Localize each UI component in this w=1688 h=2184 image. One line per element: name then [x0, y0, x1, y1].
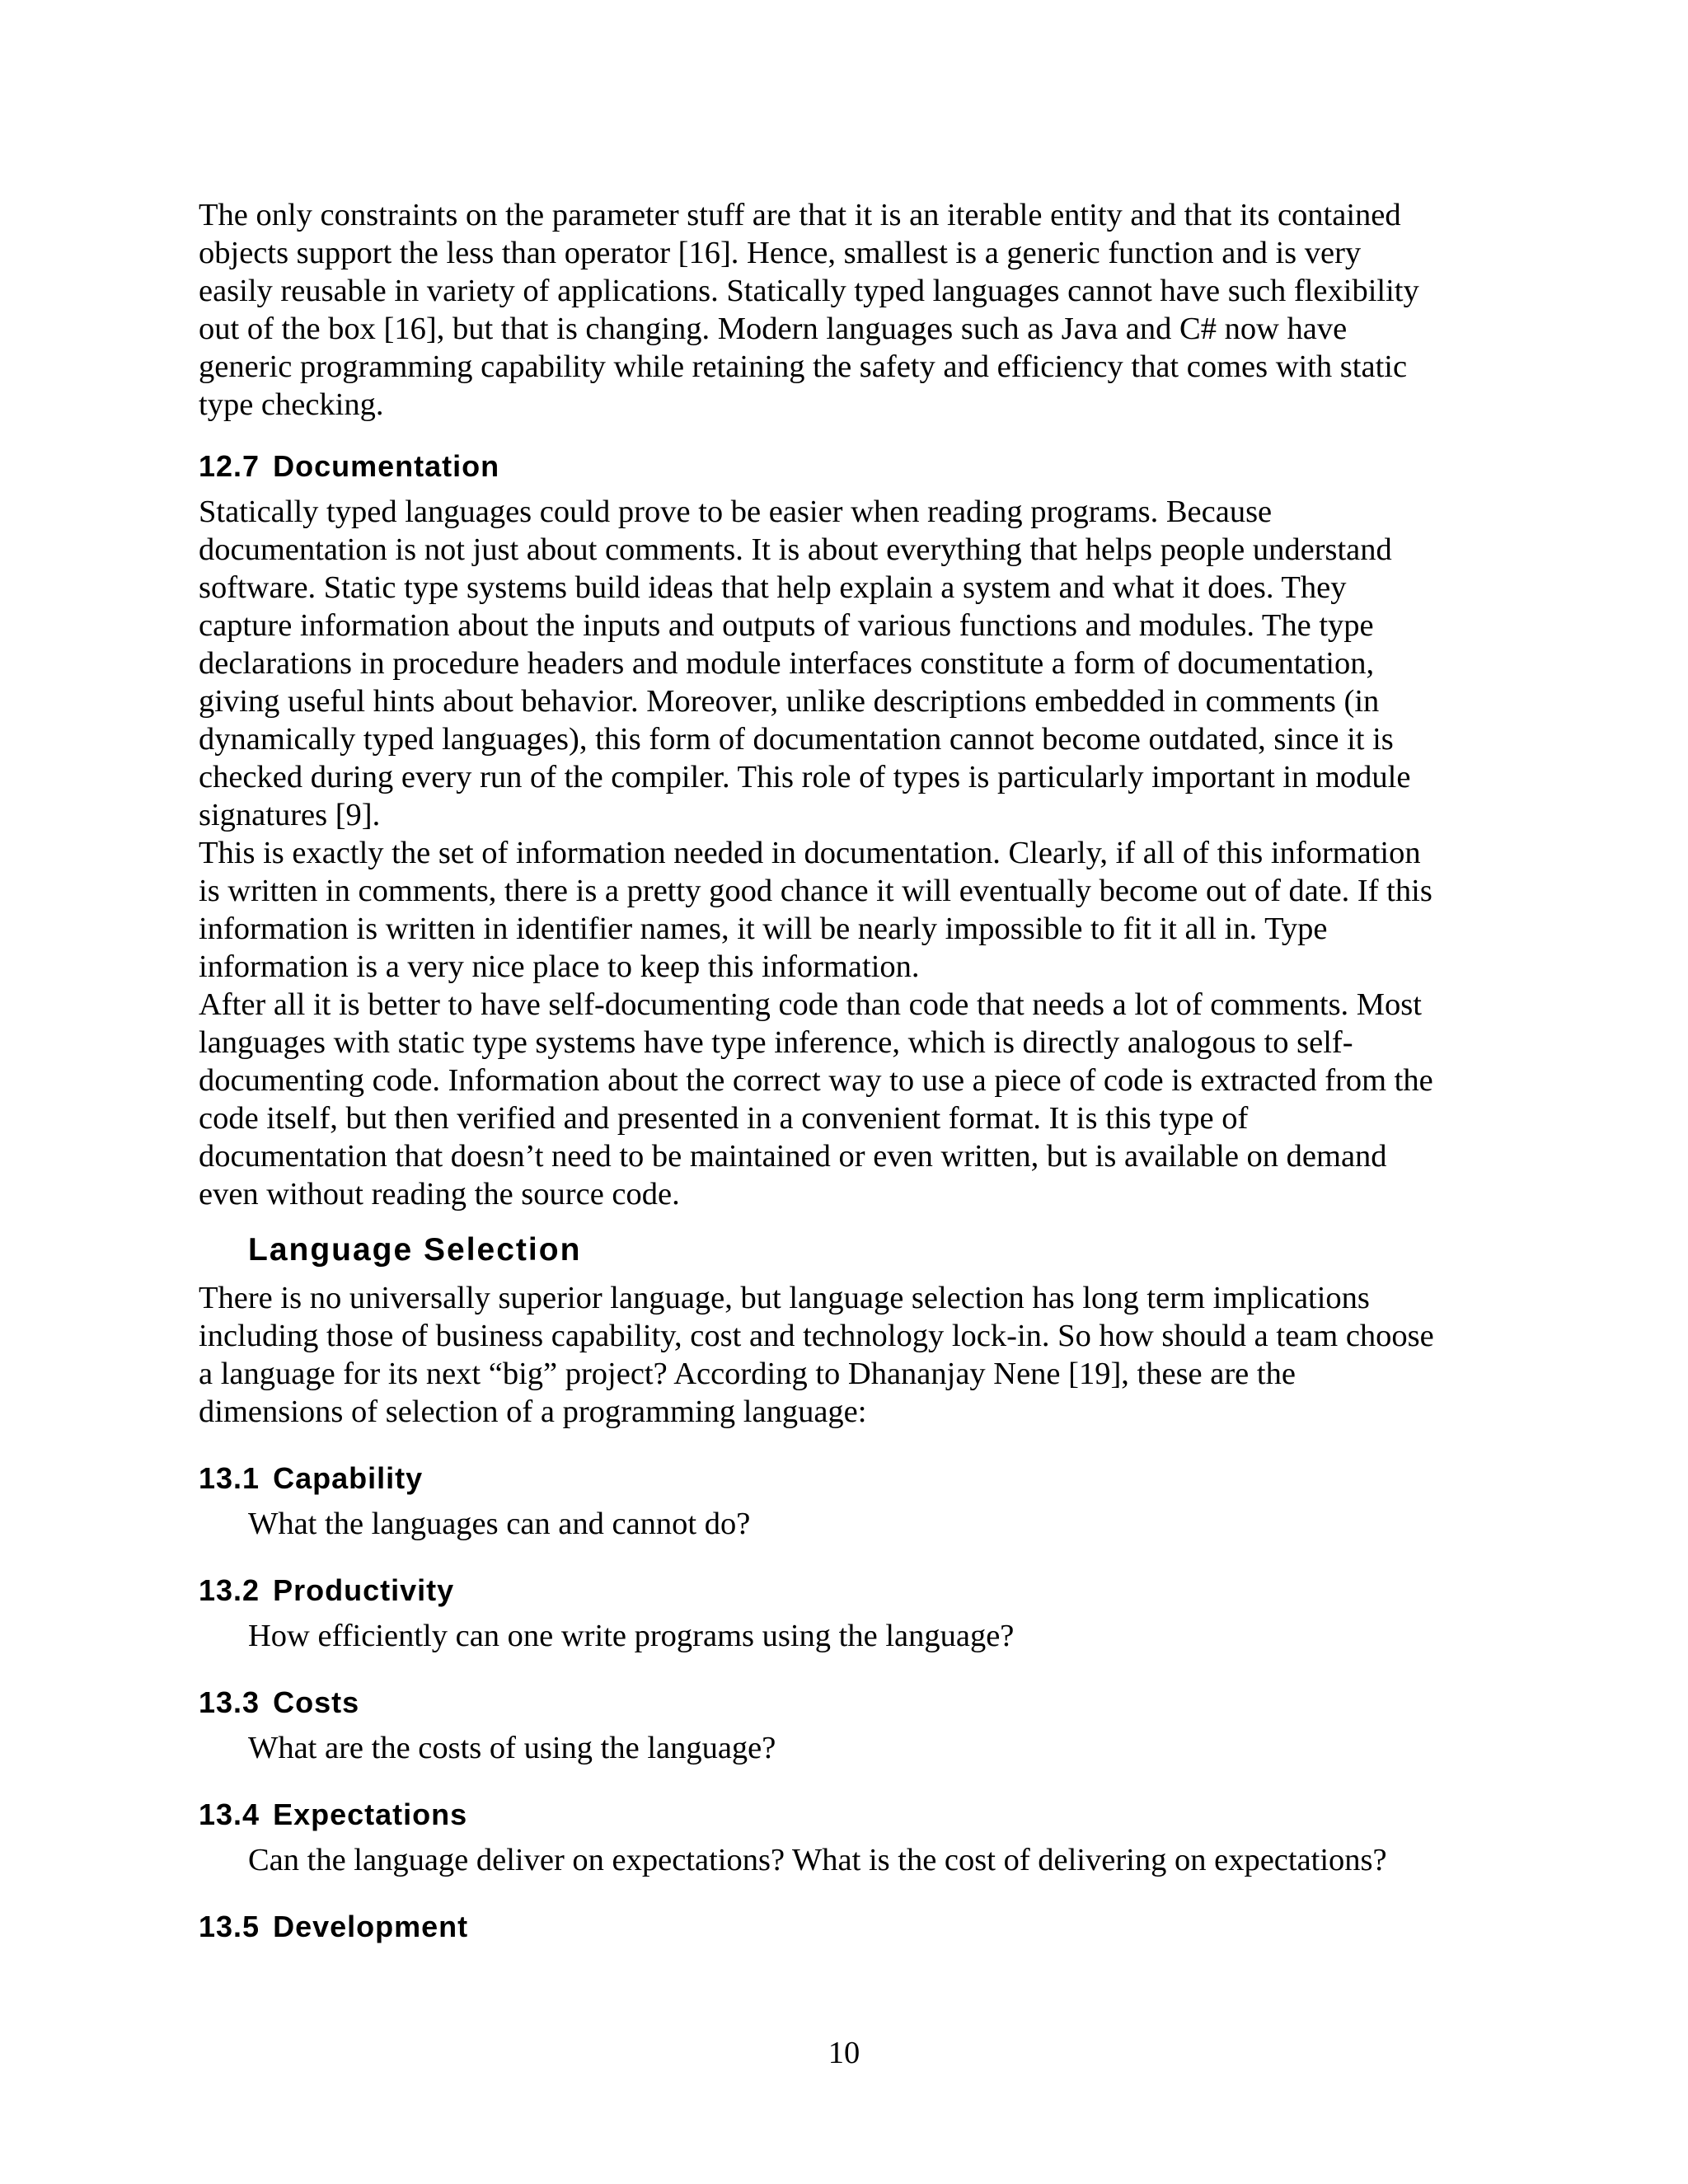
- documentation-paragraph-3: [199, 986, 1501, 1213]
- section-title: Costs: [273, 1685, 360, 1719]
- section-title: Expectations: [273, 1797, 468, 1831]
- text-line: checked during every run of the compiler. This role of types is particularly important in module: [199, 760, 1411, 794]
- subsection-text: What the languages can and cannot do?: [248, 1507, 751, 1541]
- text-line: declarations in procedure headers and module interfaces constitute a form of documentation,: [199, 646, 1375, 681]
- text-line: languages with static type systems have type inference, which is directly analogous to self-: [199, 1025, 1353, 1060]
- text-line: giving useful hints about behavior. Moreover, unlike descriptions embedded in comments (in: [199, 684, 1380, 719]
- section-heading-13-3: [199, 1685, 1501, 1721]
- documentation-paragraph-2: [199, 834, 1501, 986]
- text-column: [199, 196, 1501, 1953]
- section-heading-13-5: [199, 1909, 1501, 1945]
- text-line: dynamically typed languages), this form of documentation cannot become outdated, since it is: [199, 722, 1394, 757]
- text-line: information is written in identifier names, it will be nearly impossible to fit it all in. Type: [199, 912, 1328, 946]
- text-line: information is a very nice place to keep this information.: [199, 949, 920, 984]
- section-number: 13.3: [199, 1685, 260, 1719]
- section-number: 13.1: [199, 1461, 260, 1495]
- text-line: dimensions of selection of a programming language:: [199, 1394, 867, 1429]
- text-line: There is no universally superior language, but language selection has long term implications: [199, 1281, 1370, 1315]
- text-line: out of the box [16], but that is changing. Modern languages such as Java and C# now have: [199, 312, 1348, 346]
- section-number: 13.2: [199, 1573, 260, 1607]
- section-heading-13-2: [199, 1572, 1501, 1609]
- subsection-text: Can the language deliver on expectations? What is the cost of delivering on expectations?: [248, 1843, 1387, 1877]
- section-title: Development: [273, 1910, 469, 1943]
- text-line: objects support the less than operator [16]. Hence, smallest is a generic function and is very: [199, 236, 1362, 270]
- text-line: signatures [9].: [199, 798, 381, 832]
- text-line: The only constraints on the parameter stuff are that it is an iterable entity and that its contained: [199, 198, 1401, 232]
- text-line: even without reading the source code.: [199, 1177, 680, 1212]
- section-number: 13.4: [199, 1797, 260, 1831]
- section-number: 12.7: [199, 449, 260, 483]
- text-line: a language for its next “big” project? According to Dhananjay Nene [19], these are the: [199, 1357, 1296, 1391]
- text-line: is written in comments, there is a pretty good chance it will eventually become out of date. If this: [199, 874, 1432, 908]
- text-line: easily reusable in variety of applications. Statically typed languages cannot have such flexibility: [199, 274, 1419, 308]
- text-line: code itself, but then verified and presented in a convenient format. It is this type of: [199, 1101, 1249, 1136]
- text-line: including those of business capability, cost and technology lock-in. So how should a team choose: [199, 1319, 1434, 1353]
- documentation-paragraph-1: [199, 493, 1501, 834]
- section-number: 13.5: [199, 1910, 260, 1943]
- text-line: This is exactly the set of information needed in documentation. Clearly, if all of this information: [199, 836, 1421, 870]
- section-heading-language-selection: Language Selection: [248, 1232, 582, 1268]
- subsection-text: What are the costs of using the language?: [248, 1731, 776, 1765]
- section-heading-13-4: [199, 1797, 1501, 1833]
- intro-paragraph: [199, 196, 1501, 424]
- section-title: Capability: [273, 1461, 424, 1495]
- section-title: Productivity: [273, 1573, 455, 1607]
- text-line: documentation that doesn’t need to be maintained or even written, but is available on demand: [199, 1139, 1387, 1174]
- section-heading-13-1: [199, 1460, 1501, 1497]
- text-line: documentation is not just about comments. It is about everything that helps people understand: [199, 532, 1392, 567]
- subsection-text: How efficiently can one write programs using the language?: [248, 1619, 1015, 1653]
- section-heading-12-7: [199, 448, 1501, 485]
- page-number: 10: [828, 2036, 860, 2070]
- text-line: capture information about the inputs and outputs of various functions and modules. The type: [199, 608, 1374, 643]
- language-selection-paragraph: [199, 1279, 1501, 1431]
- section-title: Documentation: [273, 449, 500, 483]
- text-line: documenting code. Information about the correct way to use a piece of code is extracted from the: [199, 1063, 1433, 1098]
- text-line: software. Static type systems build ideas that help explain a system and what it does. They: [199, 570, 1347, 605]
- text-line: After all it is better to have self-documenting code than code that needs a lot of comments. Most: [199, 987, 1422, 1022]
- text-line: generic programming capability while retaining the safety and efficiency that comes with static: [199, 349, 1408, 384]
- text-line: Statically typed languages could prove to be easier when reading programs. Because: [199, 494, 1273, 529]
- text-line: type checking.: [199, 387, 384, 422]
